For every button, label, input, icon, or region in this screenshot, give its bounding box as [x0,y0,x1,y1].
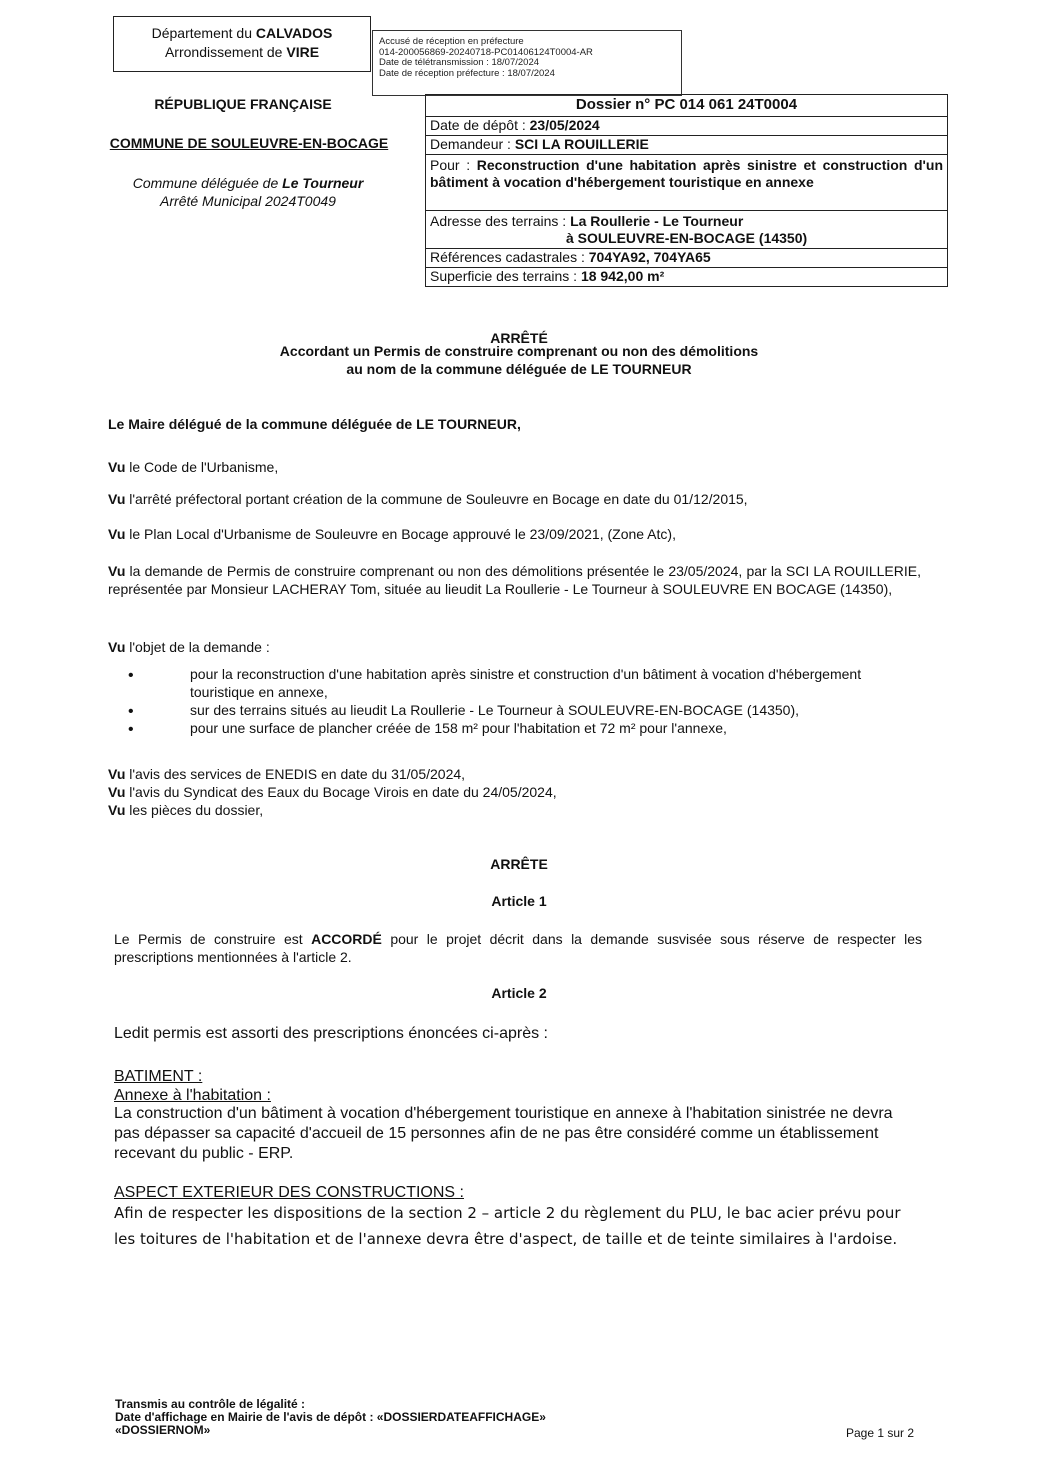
vu-paragraph: Vu l'avis des services de ENEDIS en date du 31/05/2024, [108,766,466,782]
list-item: • pour la reconstruction d'une habitation après sinistre et construction d'un bâtiment à vocation d'hébergement touristique en annexe, [128,665,922,701]
footer-line: «DOSSIERNOM» [115,1423,211,1437]
reception-line: 014-200056869-20240718-PC01406124T0004-AR [379,46,593,58]
reception-line: Accusé de réception en préfecture [379,36,524,47]
article-1-text: Le Permis de construire est ACCORDÉ pour le projet décrit dans la demande susvisée sous réserve de respecter les prescriptions mentionnées à l'article 2. [114,931,923,965]
footer-line: Transmis au contrôle de légalité : [115,1397,306,1411]
arrete-subtitle-1: Accordant un Permis de construire comprenant ou non des démolitions [279,343,759,359]
arrete-subtitle-2: au nom de la commune déléguée de LE TOURNEUR [346,361,692,377]
commune-deleguee [98,174,398,210]
arrete-title: ARRÊTÉ [490,330,548,346]
republique-heading: RÉPUBLIQUE FRANÇAISE [154,96,332,112]
annexe-text: La construction d'un bâtiment à vocation d'hébergement touristique en annexe à l'habitation sinistrée ne devra pas dépasser sa capacité d'accueil de 15 personnes afin de ne pas être considéré comme un établissement recevant du public - ERP. [114,1105,893,1162]
footer [115,1398,755,1437]
maire-line: Le Maire délégué de la commune déléguée de LE TOURNEUR, [108,416,521,432]
reception-line: Date de réception préfecture : 18/07/2024 [379,67,555,79]
department-line: Département du CALVADOS [151,25,333,41]
dossier-superficie-row: Superficie des terrains : 18 942,00 m² [430,268,665,284]
aspect-heading: ASPECT EXTERIEUR DES CONSTRUCTIONS : [114,1184,464,1201]
vu-paragraph: Vu les pièces du dossier, [108,802,264,818]
reception-line: Date de télétransmission : 18/07/2024 [379,57,540,68]
vu-paragraph: Vu l'objet de la demande : [108,639,270,655]
vu-paragraph: Vu le Plan Local d'Urbanisme de Souleuvre en Bocage approuvé le 23/09/2021, (Zone Atc), [108,526,676,542]
dossier-adresse-row: Adresse des terrains : La Roullerie - Le Tourneur à SOULEUVRE-EN-BOCAGE (14350) [426,211,947,249]
vu-paragraph: Vu l'avis du Syndicat des Eaux du Bocage Virois en date du 24/05/2024, [108,784,557,800]
department-box [113,16,371,72]
annexe-heading: Annexe à l'habitation : [114,1087,271,1104]
article-2-intro: Ledit permis est assorti des prescriptions énoncées ci-après : [114,1025,548,1042]
reception-stamp [372,30,682,96]
commune-heading: COMMUNE DE SOULEUVRE-EN-BOCAGE [109,135,389,151]
arrondissement-line: Arrondissement de VIRE [164,44,320,60]
page-number: Page 1 sur 2 [846,1426,915,1440]
dossier-demandeur-row: Demandeur : SCI LA ROUILLERIE [426,136,947,155]
dossier-refs-row: Références cadastrales : 704YA92, 704YA65 [426,249,947,268]
vu-paragraph: Vu la demande de Permis de construire comprenant ou non des démolitions présentée le 23/05/2024, par la SCI LA ROUILLERIE, représentée par Monsieur LACHERAY Tom, située au lieudit La Roullerie - Le Tourneur à SOULEUVRE EN BOCAGE (14350), [108,563,921,597]
article-1-title: Article 1 [491,893,547,909]
list-item: • pour une surface de plancher créée de 158 m² pour l'habitation et 72 m² pour l'annexe, [128,719,922,737]
batiment-heading: BATIMENT : [114,1068,203,1085]
dossier-box [425,94,948,287]
article-2-title: Article 2 [491,985,547,1001]
footer-line: Date d'affichage en Mairie de l'avis de dépôt : «DOSSIERDATEAFFICHAGE» [115,1410,546,1424]
list-item: • sur des terrains situés au lieudit La Roullerie - Le Tourneur à SOULEUVRE-EN-BOCAGE (14350), [128,701,922,719]
vu-paragraph: Vu l'arrêté préfectoral portant création de la commune de Souleuvre en Bocage en date du 01/12/2015, [108,491,748,507]
arrete-municipal: Arrêté Municipal 2024T0049 [160,193,336,209]
dossier-date-row: Date de dépôt : 23/05/2024 [426,117,947,136]
aspect-text: Afin de respecter les dispositions de la section 2 – article 2 du règlement du PLU, le bac acier prévu pour les toitures de l'habitation et de l'annexe devra être d'aspect, de taille et de teinte similaires à l'ardoise. [114,1204,901,1248]
dossier-title: Dossier n° PC 014 061 24T0004 [426,95,947,117]
arrete-heading: ARRÊTE [490,856,548,872]
adresse-line2: à SOULEUVRE-EN-BOCAGE (14350) [566,230,808,246]
vu-paragraph: Vu le Code de l'Urbanisme, [108,459,279,475]
deleguee-line: Commune déléguée de Le Tourneur [132,175,364,191]
dossier-pour-row: Pour : Reconstruction d'une habitation après sinistre et construction d'un bâtiment à vocation d'hébergement touristique en annexe [426,155,947,211]
objet-list [190,665,922,737]
